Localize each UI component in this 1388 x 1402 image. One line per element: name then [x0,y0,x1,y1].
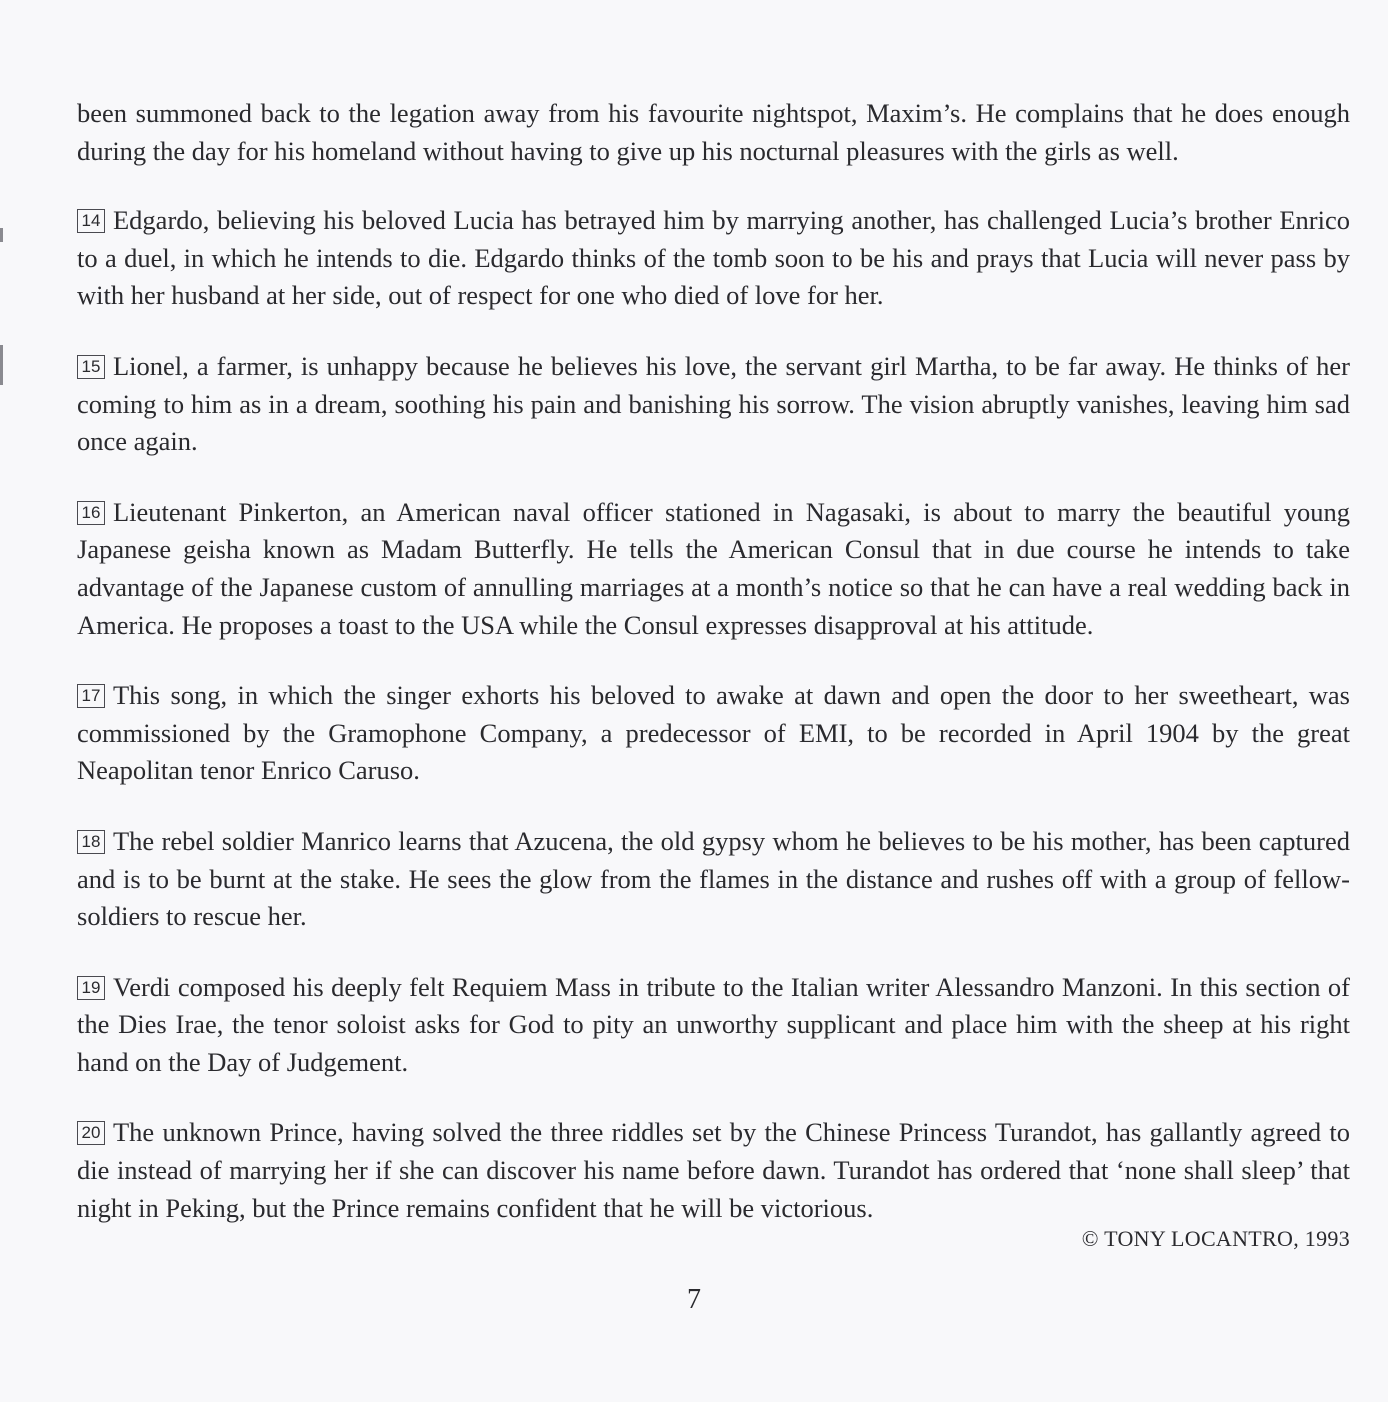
track-description: The rebel soldier Manrico learns that Azucena, the old gypsy whom he believes to be his mother, has been captured and is to be burnt at the stake. He sees the glow from the flames in the distance and rushes off with a group of fellow-soldiers to rescue her. [77,825,1350,932]
track-description: Lieutenant Pinkerton, an American naval officer stationed in Nagasaki, is about to marry the beautiful young Japanese geisha known as Madam Butterfly. He tells the American Consul that in due course he intends to take advantage of the Japanese custom of annulling marriages at a month’s notice so that he can have a real wedding back in America. He proposes a toast to the USA while the Consul expresses disapproval at his attitude. [77,496,1350,640]
track-description: This song, in which the singer exhorts his beloved to awake at dawn and open the door to her sweetheart, was commissioned by the Gramophone Company, a predecessor of EMI, to be recorded in April 1904 by the great Neapolitan tenor Enrico Caruso. [77,680,1350,786]
track-entry-18 [77,823,1350,936]
track-description: The unknown Prince, having solved the three riddles set by the Chinese Princess Turandot, has gallantly agreed to die instead of marrying her if she can discover his name before dawn. Turandot has ordered that ‘none shall sleep’ that night in Peking, but the Prince remains confident that he will be victorious. [77,1117,1350,1223]
track-number-box: 17 [77,684,105,708]
track-entry-15 [77,348,1350,461]
track-number-box: 16 [77,501,105,525]
track-description: Verdi composed his deeply felt Requiem Mass in tribute to the Italian writer Alessandro Manzoni. In this section of the Dies Irae, the tenor soloist asks for God to pity an unworthy supplicant and place him with the sheep at his right hand on the Day of Judgement. [77,971,1350,1077]
track-entry-20 [77,1114,1350,1227]
track-entry-17 [77,677,1350,790]
track-description: Edgardo, believing his beloved Lucia has betrayed him by marrying another, has challenged Lucia’s brother Enrico to a duel, in which he intends to die. Edgardo thinks of the tomb soon to be his and prays that Lucia will never pass by with her husband at her side, out of respect for one who died of love for her. [77,205,1350,311]
track-entry-16 [77,494,1350,644]
track-number-box: 18 [77,830,105,854]
text-block [77,95,1350,1260]
track-description: Lionel, a farmer, is unhappy because he believes his love, the servant girl Martha, to be far away. He thinks of her coming to him as in a dream, soothing his pain and banishing his sorrow. The vision abruptly vanishes, leaving him sad once again. [77,350,1350,457]
left-edge-mark [0,228,3,242]
track-entry-14 [77,202,1350,315]
track-number-box: 15 [77,355,105,379]
intro-paragraph: been summoned back to the legation away from his favourite nightspot, Maxim’s. He complains that he does enough during the day for his homeland without having to give up his nocturnal pleasures with the girls as well. [77,98,1350,166]
page-number: 7 [687,1284,701,1315]
copyright-notice: © TONY LOCANTRO, 1993 [1081,1226,1350,1251]
left-edge-mark [0,345,3,385]
track-number-box: 14 [77,209,105,233]
track-number-box: 19 [77,976,105,1000]
track-entry-19 [77,969,1350,1082]
track-number-box: 20 [77,1121,105,1145]
